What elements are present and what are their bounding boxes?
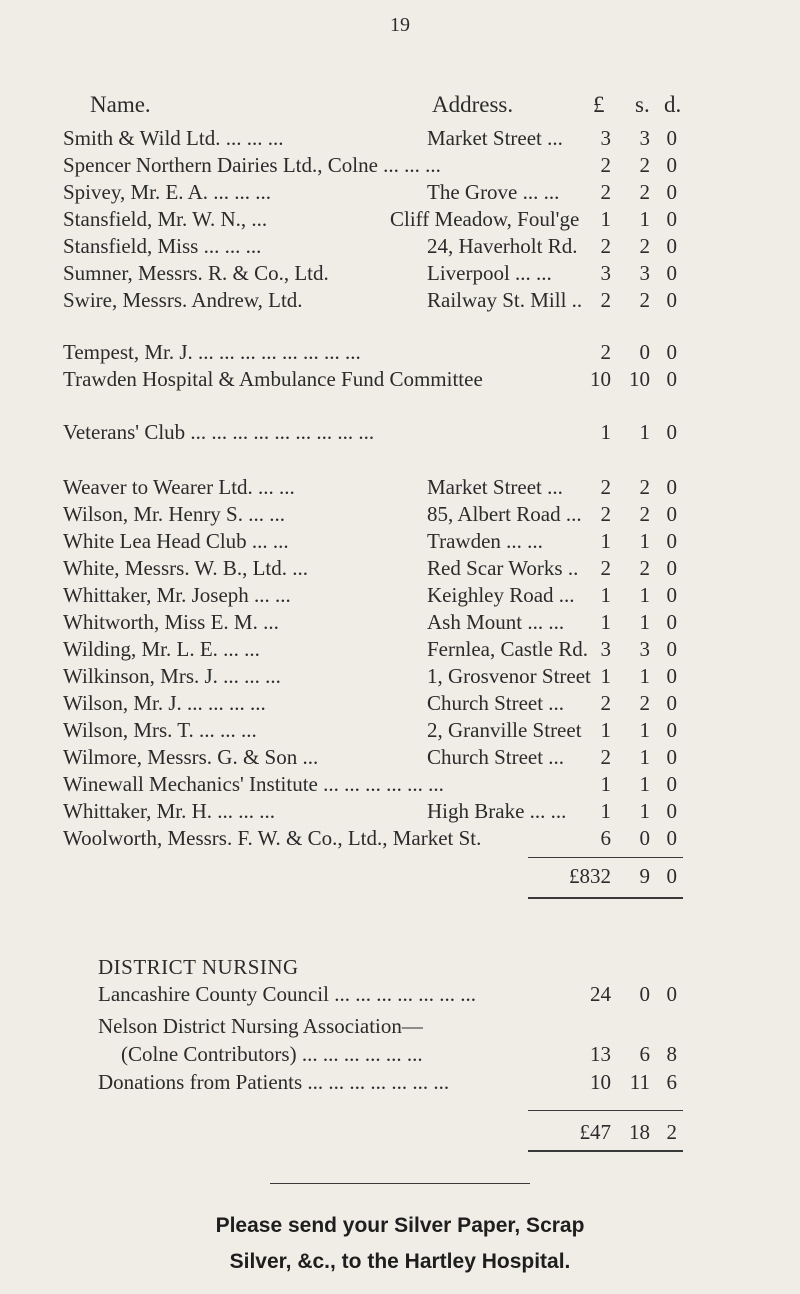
amount-shillings: 10 (629, 367, 650, 391)
amount-pence: 8 (666, 1042, 677, 1066)
amount-pence: 6 (666, 1070, 677, 1094)
amount-pounds: 1 (600, 610, 611, 634)
list-item (0, 151, 800, 179)
contributor-name: Wilmore, Messrs. G. & Son ... (63, 745, 319, 769)
amount-pounds: 24 (590, 982, 611, 1006)
list-item (0, 689, 800, 717)
amount-shillings: 2 (639, 153, 650, 177)
amount-pounds: 1 (600, 799, 611, 823)
amount-pence: 0 (666, 691, 677, 715)
amount-shillings: 0 (639, 826, 650, 850)
contributor-address: High Brake ... ... (427, 799, 567, 823)
nursing-item-name: Nelson District Nursing Association— (98, 1014, 423, 1038)
amount-pounds: 2 (600, 234, 611, 258)
amount-shillings: 2 (639, 288, 650, 312)
list-item (0, 259, 800, 287)
amount-shillings: 1 (639, 207, 650, 231)
contributor-address: Ash Mount ... ... (427, 610, 565, 634)
list-item (0, 178, 800, 206)
contributor-name: Spencer Northern Dairies Ltd., Colne ... ... ... (63, 153, 441, 177)
list-item (0, 716, 800, 744)
list-item (0, 743, 800, 771)
nursing-rule-bottom (528, 1150, 683, 1152)
amount-pounds: 2 (600, 288, 611, 312)
amount-pence: 0 (666, 180, 677, 204)
amount-pounds: 2 (600, 475, 611, 499)
amount-pounds: 2 (600, 745, 611, 769)
header-pounds: £ (593, 92, 605, 117)
amount-pence: 0 (666, 664, 677, 688)
list-item (0, 635, 800, 663)
amount-shillings: 1 (639, 529, 650, 553)
amount-pence: 0 (666, 637, 677, 661)
contributor-name: Wilson, Mrs. T. ... ... ... (63, 718, 257, 742)
list-item (0, 418, 800, 446)
amount-pounds: 2 (600, 340, 611, 364)
section-title: DISTRICT NURSING (98, 955, 299, 979)
amount-shillings: 1 (639, 718, 650, 742)
footer-line-1: Please send your Silver Paper, Scrap (215, 1214, 585, 1237)
amount-shillings: 2 (639, 234, 650, 258)
amount-shillings: 1 (639, 745, 650, 769)
amount-pounds: 1 (600, 718, 611, 742)
list-item (0, 527, 800, 555)
total-pence: 0 (666, 864, 677, 888)
amount-pence: 0 (666, 826, 677, 850)
contributor-address: Church Street ... (427, 745, 565, 769)
amount-shillings: 0 (639, 982, 650, 1006)
contributor-name: Whittaker, Mr. Joseph ... ... (63, 583, 291, 607)
amount-pence: 0 (666, 583, 677, 607)
amount-shillings: 1 (639, 664, 650, 688)
amount-pounds: 2 (600, 153, 611, 177)
page-number: 19 (390, 14, 410, 36)
amount-pence: 0 (666, 502, 677, 526)
amount-pence: 0 (666, 261, 677, 285)
contributor-name: Winewall Mechanics' Institute ... ... ... ... ... ... (63, 772, 444, 796)
amount-pounds: 1 (600, 207, 611, 231)
amount-pounds: 3 (600, 637, 611, 661)
contributor-name: Woolworth, Messrs. F. W. & Co., Ltd., Market St. (63, 826, 482, 850)
amount-pence: 0 (666, 529, 677, 553)
contributor-name: Sumner, Messrs. R. & Co., Ltd. (63, 261, 329, 285)
header-name: Name. (90, 92, 151, 117)
list-item (0, 1040, 800, 1068)
total-rule-bottom (528, 897, 683, 899)
contributor-name: Trawden Hospital & Ambulance Fund Committee (63, 367, 483, 391)
amount-shillings: 2 (639, 556, 650, 580)
list-item (0, 124, 800, 152)
header-shillings: s. (635, 92, 650, 117)
footer-line-2: Silver, &c., to the Hartley Hospital. (229, 1250, 571, 1273)
contributor-address: Market Street ... (427, 475, 563, 499)
contributor-address: 24, Haverholt Rd. (427, 234, 578, 258)
list-item (0, 1012, 800, 1040)
list-item (0, 608, 800, 636)
contributor-name: Veterans' Club ... ... ... ... ... ... ... ... ... (63, 420, 375, 444)
section-divider (270, 1183, 530, 1184)
contributor-address: 85, Albert Road ... (427, 502, 582, 526)
amount-pounds: 10 (590, 367, 611, 391)
amount-pence: 0 (666, 288, 677, 312)
amount-pounds: 3 (600, 126, 611, 150)
amount-pounds: 13 (590, 1042, 611, 1066)
amount-shillings: 1 (639, 772, 650, 796)
amount-pence: 0 (666, 340, 677, 364)
contributor-address: Fernlea, Castle Rd. (427, 637, 588, 661)
list-item (0, 1068, 800, 1096)
contributor-address: Market Street ... (427, 126, 563, 150)
list-item (0, 473, 800, 501)
contributors-total (0, 862, 800, 890)
amount-shillings: 1 (639, 583, 650, 607)
nursing-item-name: Lancashire County Council ... ... ... ... ... ... ... (98, 982, 476, 1006)
amount-pence: 0 (666, 207, 677, 231)
contributor-address: Liverpool ... ... (427, 261, 552, 285)
amount-pounds: 1 (600, 529, 611, 553)
contributor-address: Railway St. Mill .. (427, 288, 583, 312)
contributor-name: Whitworth, Miss E. M. ... (63, 610, 279, 634)
amount-pence: 0 (666, 153, 677, 177)
amount-shillings: 2 (639, 502, 650, 526)
list-item (0, 770, 800, 798)
contributor-name: Whittaker, Mr. H. ... ... ... (63, 799, 276, 823)
contributor-name: Smith & Wild Ltd. ... ... ... (63, 126, 284, 150)
amount-shillings: 1 (639, 610, 650, 634)
contributor-name: White, Messrs. W. B., Ltd. ... (63, 556, 308, 580)
nursing-item-name: (Colne Contributors) ... ... ... ... ... ... (121, 1042, 423, 1066)
amount-pence: 0 (666, 772, 677, 796)
contributor-address: 2, Granville Street (427, 718, 582, 742)
list-item (0, 500, 800, 528)
contributor-name: Weaver to Wearer Ltd. ... ... (63, 475, 295, 499)
amount-pence: 0 (666, 610, 677, 634)
contributor-address: Cliff Meadow, Foul'ge (390, 207, 580, 231)
amount-pounds: 6 (600, 826, 611, 850)
amount-shillings: 6 (639, 1042, 650, 1066)
amount-shillings: 3 (639, 126, 650, 150)
list-item (0, 980, 800, 1008)
amount-pence: 0 (666, 420, 677, 444)
list-item (0, 797, 800, 825)
amount-pounds: 1 (600, 664, 611, 688)
amount-shillings: 2 (639, 475, 650, 499)
amount-pence: 0 (666, 799, 677, 823)
list-item (0, 286, 800, 314)
amount-pence: 0 (666, 556, 677, 580)
amount-pence: 0 (666, 982, 677, 1006)
list-item (0, 338, 800, 366)
contributor-name: Wilding, Mr. L. E. ... ... (63, 637, 260, 661)
list-item (0, 662, 800, 690)
amount-pounds: 10 (590, 1070, 611, 1094)
amount-pounds: 1 (600, 772, 611, 796)
amount-shillings: 3 (639, 637, 650, 661)
total-pence: 2 (666, 1120, 677, 1144)
contributor-name: Spivey, Mr. E. A. ... ... ... (63, 180, 272, 204)
list-item (0, 554, 800, 582)
amount-shillings: 1 (639, 799, 650, 823)
contributor-name: Stansfield, Mr. W. N., ... (63, 207, 268, 231)
total-shillings: 9 (639, 864, 650, 888)
total-rule-top (528, 857, 683, 858)
amount-pounds: 1 (600, 583, 611, 607)
list-item (0, 581, 800, 609)
total-shillings: 18 (629, 1120, 650, 1144)
contributor-address: Church Street ... (427, 691, 565, 715)
nursing-item-name: Donations from Patients ... ... ... ... ... ... ... (98, 1070, 450, 1094)
contributor-name: White Lea Head Club ... ... (63, 529, 289, 553)
total-pounds: £832 (569, 864, 611, 888)
nursing-rule-top (528, 1110, 683, 1111)
list-item (0, 232, 800, 260)
amount-pence: 0 (666, 367, 677, 391)
total-pounds: £47 (579, 1120, 611, 1144)
amount-shillings: 1 (639, 420, 650, 444)
list-item (0, 205, 800, 233)
contributor-address: Trawden ... ... (427, 529, 543, 553)
contributor-name: Wilkinson, Mrs. J. ... ... ... (63, 664, 281, 688)
contributor-address: 1, Grosvenor Street (427, 664, 591, 688)
amount-shillings: 3 (639, 261, 650, 285)
contributor-name: Wilson, Mr. J. ... ... ... ... (63, 691, 266, 715)
amount-pence: 0 (666, 234, 677, 258)
amount-pence: 0 (666, 126, 677, 150)
contributor-address: The Grove ... ... (427, 180, 560, 204)
contributor-address: Red Scar Works .. (427, 556, 579, 580)
amount-pence: 0 (666, 745, 677, 769)
amount-shillings: 0 (639, 340, 650, 364)
amount-shillings: 2 (639, 180, 650, 204)
list-item (0, 365, 800, 393)
contributor-name: Tempest, Mr. J. ... ... ... ... ... ... ... ... (63, 340, 361, 364)
amount-pounds: 2 (600, 691, 611, 715)
nursing-total (0, 1118, 800, 1146)
header-pence: d. (664, 92, 682, 117)
amount-pounds: 3 (600, 261, 611, 285)
amount-shillings: 11 (629, 1070, 650, 1094)
amount-pounds: 2 (600, 502, 611, 526)
contributor-name: Swire, Messrs. Andrew, Ltd. (63, 288, 303, 312)
amount-pounds: 2 (600, 180, 611, 204)
header-address: Address. (432, 92, 514, 117)
amount-shillings: 2 (639, 691, 650, 715)
list-item (0, 824, 800, 852)
contributor-name: Wilson, Mr. Henry S. ... ... (63, 502, 285, 526)
amount-pounds: 2 (600, 556, 611, 580)
column-headers (0, 92, 800, 120)
contributor-address: Keighley Road ... (427, 583, 575, 607)
amount-pence: 0 (666, 718, 677, 742)
contributor-name: Stansfield, Miss ... ... ... (63, 234, 262, 258)
amount-pence: 0 (666, 475, 677, 499)
amount-pounds: 1 (600, 420, 611, 444)
